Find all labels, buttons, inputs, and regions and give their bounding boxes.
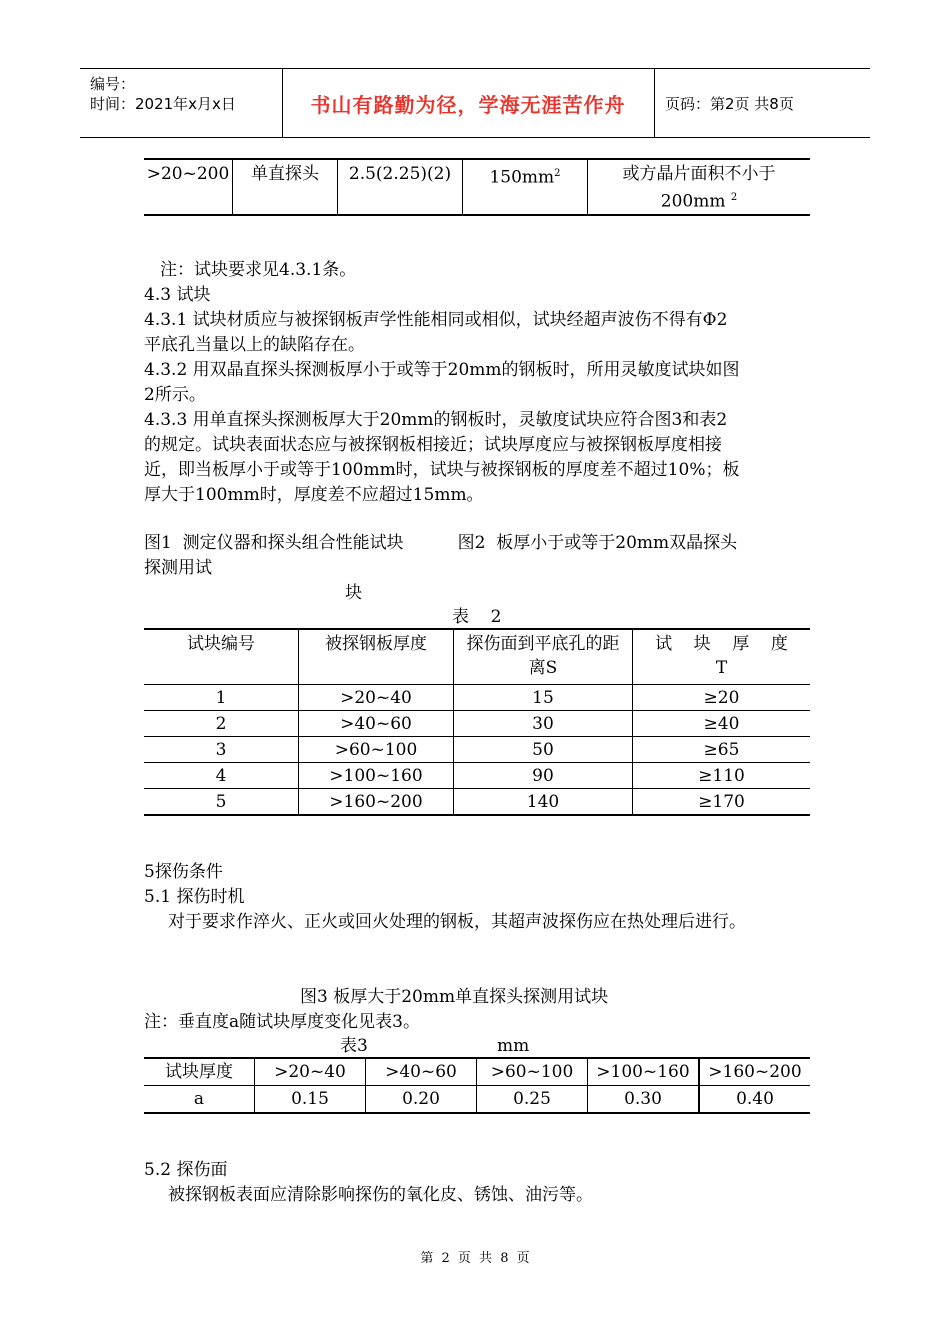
table-row — [144, 789, 810, 816]
table-cell: >20~40 — [255, 1058, 366, 1086]
table-row — [144, 711, 810, 737]
table-cell: >40~60 — [299, 711, 454, 737]
table-cell: ≥110 — [698, 765, 745, 786]
table-cell: 0.25 — [477, 1086, 588, 1114]
header-line: 离S — [528, 658, 558, 678]
paragraph-line: 近，即当板厚小于或等于100mm时，试块与被探钢板的厚度差不超过10%；板 — [144, 460, 740, 480]
table-cell: 50 — [454, 737, 633, 763]
table-cell: >160~200 — [299, 789, 454, 816]
paragraph-line: 对于要求作淬火、正火或回火处理的钢板，其超声波探伤应在热处理后进行。 — [168, 912, 746, 932]
table-cell: 0.30 — [588, 1086, 700, 1114]
table-header — [454, 629, 633, 685]
figure-caption: 图1 测定仪器和探头组合性能试块 图2 板厚小于或等于20mm双晶探头 — [144, 533, 738, 553]
table-cell: 140 — [454, 789, 633, 816]
page-footer: 第 2 页 共 8 页 — [420, 1251, 530, 1266]
table-cell: >100~160 — [299, 763, 454, 789]
table-cell: 90 — [454, 763, 633, 789]
table-cell: 0.40 — [699, 1086, 810, 1114]
paragraph-line: 厚大于100mm时，厚度差不应超过15mm。 — [144, 485, 484, 505]
table-row — [144, 159, 810, 215]
table-cell: >60~100 — [299, 737, 454, 763]
table-cell: >60~100 — [477, 1058, 588, 1086]
document-time-label: 时间：2021年x月x日 — [90, 95, 236, 113]
header-motto: 书山有路勤为径，学海无涯苦作舟 — [310, 92, 626, 117]
table-row — [144, 763, 810, 789]
table-cell: 试块厚度 — [144, 1058, 255, 1086]
table-cell: ≥65 — [703, 739, 740, 760]
paragraph-line: 4.3.1 试块材质应与被探钢板声学性能相同或相似，试块经超声波伤不得有Φ2 — [144, 310, 728, 330]
table-cell: 0.15 — [255, 1086, 366, 1114]
table-cell: ≥40 — [703, 713, 740, 734]
table-row — [144, 1086, 810, 1114]
paragraph-line: 被探钢板表面应清除影响探伤的氧化皮、锈蚀、油污等。 — [168, 1185, 593, 1205]
table-header — [633, 629, 811, 685]
table-cell: >160~200 — [699, 1058, 810, 1086]
figure-caption: 块 — [345, 583, 362, 603]
paragraph-line: 4.3.2 用双晶直探头探测板厚小于或等于20mm的钢板时，所用灵敏度试块如图 — [144, 360, 740, 380]
table-cell: ≥170 — [698, 791, 745, 812]
header-motto-cell — [282, 69, 655, 137]
table-cell: 2.5(2.25)(2) — [338, 159, 463, 215]
table3 — [144, 1057, 810, 1114]
figure-caption: 图3 板厚大于20mm单直探头探测用试块 — [300, 987, 609, 1007]
table-cell: >20~40 — [299, 685, 454, 711]
table-row — [144, 737, 810, 763]
header-meta — [80, 69, 283, 137]
paragraph-line: 2所示。 — [144, 385, 206, 405]
paragraph-line: 平底孔当量以上的缺陷存在。 — [144, 335, 365, 355]
table-cell: >40~60 — [366, 1058, 477, 1086]
header-page-code: 页码：第2页 共8页 — [665, 94, 794, 113]
table1-continuation — [144, 158, 810, 216]
table-header: 被探钢板厚度 — [299, 629, 454, 685]
area-value: 150mm — [489, 167, 555, 188]
header-line: T — [715, 658, 728, 678]
table-header: 试块编号 — [144, 629, 299, 685]
document-number-label: 编号： — [90, 75, 136, 93]
section-heading: 5.1 探伤时机 — [144, 887, 245, 907]
table-cell: 1 — [144, 685, 299, 711]
superscript: 2 — [554, 168, 561, 179]
paragraph-line: 的规定。试块表面状态应与被探钢板相接近；试块厚度应与被探钢板厚度相接 — [144, 435, 722, 455]
table-cell: 4 — [144, 763, 299, 789]
table-cell: 2 — [144, 711, 299, 737]
note-paragraph: 注：试块要求见4.3.1条。 — [160, 260, 357, 280]
table-cell: >100~160 — [588, 1058, 700, 1086]
table-row — [144, 1058, 810, 1086]
table-caption: 表 2 — [452, 607, 502, 627]
table-cell: 单直探头 — [233, 159, 338, 215]
table-caption: 表3 — [340, 1036, 368, 1056]
table-cell: 15 — [454, 685, 633, 711]
table-cell: >20~200 — [144, 159, 233, 215]
section-heading: 5.2 探伤面 — [144, 1160, 228, 1180]
table-header-row — [144, 629, 810, 685]
superscript: 2 — [730, 192, 738, 203]
table-cell — [463, 159, 588, 215]
cell-line: 或方晶片面积不小于 — [622, 164, 776, 184]
section-heading: 4.3 试块 — [144, 285, 211, 305]
table-cell: ≥20 — [703, 687, 740, 708]
table-unit: mm — [497, 1036, 530, 1056]
table-cell: 3 — [144, 737, 299, 763]
paragraph-line: 4.3.3 用单直探头探测板厚大于20mm的钢板时，灵敏度试块应符合图3和表2 — [144, 410, 728, 430]
table-cell: a — [144, 1086, 255, 1114]
figure-caption: 探测用试 — [144, 558, 212, 578]
header-line: 试 块 厚 度 — [655, 634, 788, 654]
area-value: 200mm — [660, 191, 726, 212]
header-page-cell — [655, 69, 870, 137]
table-cell: 30 — [454, 711, 633, 737]
table2 — [144, 628, 810, 816]
note-paragraph: 注：垂直度a随试块厚度变化见表3。 — [144, 1012, 420, 1032]
table-cell — [588, 159, 811, 215]
table-row — [144, 685, 810, 711]
table-cell: 5 — [144, 789, 299, 816]
header-line: 探伤面到平底孔的距 — [466, 634, 620, 654]
page-header — [80, 68, 870, 138]
section-heading: 5探伤条件 — [144, 862, 223, 882]
table-cell: 0.20 — [366, 1086, 477, 1114]
